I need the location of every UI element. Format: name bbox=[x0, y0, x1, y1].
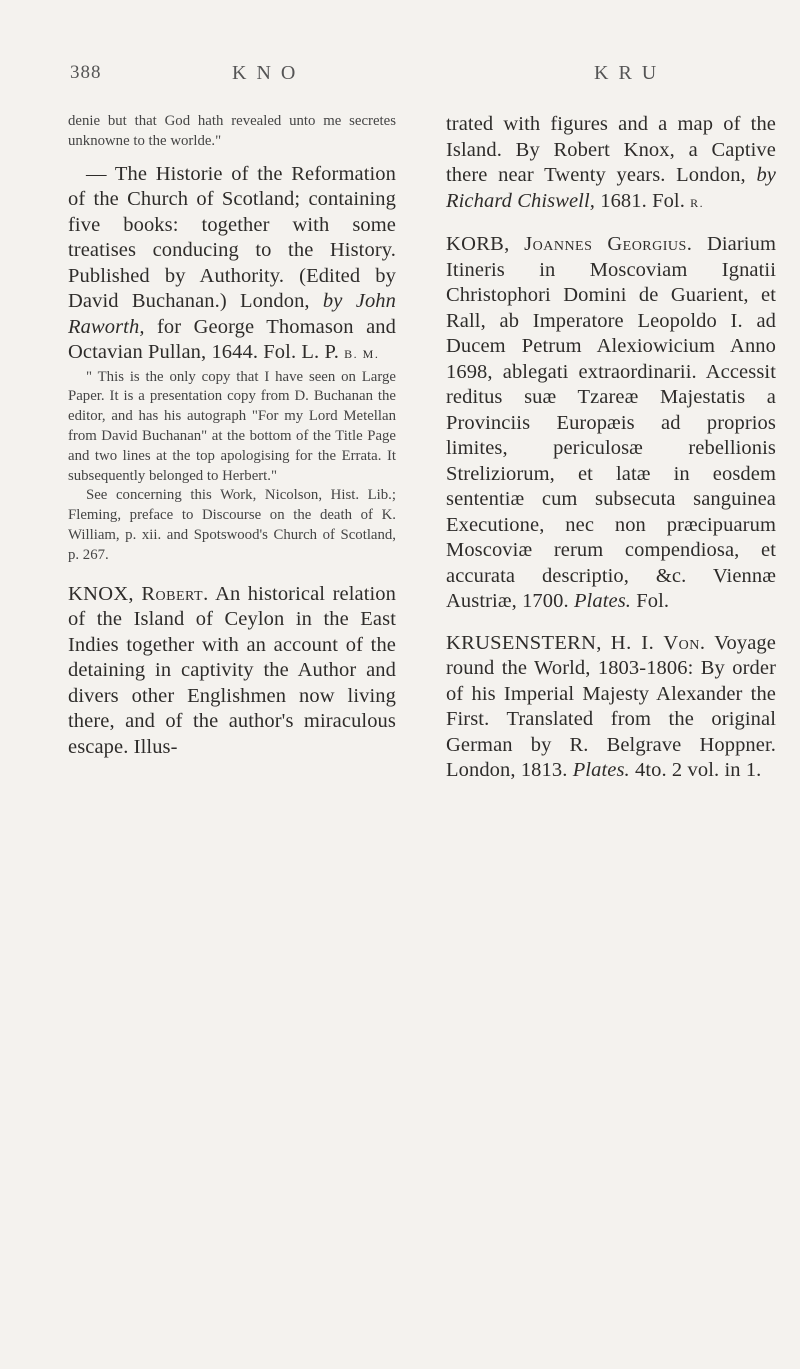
entry-text: An historical relation of the Island of Ceylon in the East Indies together with an account of the detaining in captivity the Author and divers other Englishmen now living there, and of the author's miraculous escape. Illus- bbox=[68, 582, 396, 758]
entry-format: Fol. bbox=[631, 590, 670, 612]
continuation-text: denie but that God hath revealed unto me secretes unknowne to the worlde." bbox=[68, 113, 396, 149]
publisher: by John Raworth, bbox=[68, 290, 396, 338]
location-mark: B. M. bbox=[344, 347, 380, 362]
entry-imprint: 1681. Fol. bbox=[595, 189, 691, 212]
left-column bbox=[68, 112, 396, 760]
entry-text: — The Historie of the Reformation of the Church of Scotland; containing five books: together with some treatises conducing to the History. Published by Authority. (Edited by David Buchanan.) London, bbox=[68, 162, 396, 313]
plates-label: Plates. bbox=[573, 590, 632, 612]
entry-korb-joannes bbox=[446, 232, 776, 615]
location-mark: R. bbox=[690, 195, 705, 210]
entry-format: 4to. 2 vol. in 1. bbox=[629, 759, 762, 781]
entry-imprint: for George Thomason and Octavian Pullan, 1644. Fol. L. P. bbox=[68, 315, 396, 364]
entry-forename: Joannes Georgius. bbox=[524, 233, 693, 255]
publisher: by Richard Chiswell, bbox=[446, 164, 776, 212]
note-large-paper: " This is the only copy that I have seen on Large Paper. It is a presentation copy from D. Buchanan the editor, and has his autograph "For my Lord Metellan from David Buchanan" at the bottom of the Title Page and two lines at the top apologising for the Errata. It subsequently belonged to Herbert." bbox=[68, 368, 396, 484]
running-head-left: KNO bbox=[232, 62, 306, 84]
entry-forename: Robert. bbox=[141, 582, 209, 605]
entry-historie-reformation bbox=[68, 162, 396, 368]
entry-text: trated with figures and a map of the Island. By Robert Knox, a Captive there near Twenty years. London, bbox=[446, 113, 776, 186]
right-column bbox=[446, 112, 776, 784]
entry-krusenstern bbox=[446, 631, 776, 784]
entry-surname: KORB, bbox=[446, 233, 510, 255]
entry-text: Diarium Itineris in Moscoviam Ignatii Christophori Domini de Guarient, et Rall, ab Imperatore Leopoldo I. ad Ducem Petrum Alexiowicium Anno 1698, ablegati extraordinarii. Accessit reditus suæ Tzareæ Majestatis a Provinciis Europæis ad proprios limites, periculosæ rebellionis Streliziorum, et latæ in eosdem sententiæ cum subsecuta sanguinea Executione, nec non præcipuarum Moscoviæ rerum compendiosa, et accurata descriptio, &c. Viennæ Austriæ, 1700. bbox=[446, 233, 776, 612]
plates-label: Plates. bbox=[572, 759, 630, 781]
note-references: See concerning this Work, Nicolson, Hist. Lib.; Fleming, preface to Discourse on the death of K. William, p. xii. and Spotswood's Church of Scotland, p. 267. bbox=[68, 487, 396, 563]
entry-text: Voyage round the World, 1803-1806: By order of his Imperial Majesty Alexander the First. Translated from the original German by R. Belgrave Hoppner. London, 1813. bbox=[446, 631, 776, 781]
entry-surname: KRUSENSTERN, bbox=[446, 631, 602, 654]
running-head-right: KRU bbox=[594, 62, 667, 84]
entry-knox-continuation bbox=[446, 112, 776, 216]
page-header bbox=[0, 62, 800, 92]
page-number: 388 bbox=[70, 62, 102, 83]
entry-forename: H. I. Von. bbox=[610, 631, 706, 654]
entry-surname: KNOX, bbox=[68, 582, 134, 605]
entry-knox-robert bbox=[68, 582, 396, 761]
